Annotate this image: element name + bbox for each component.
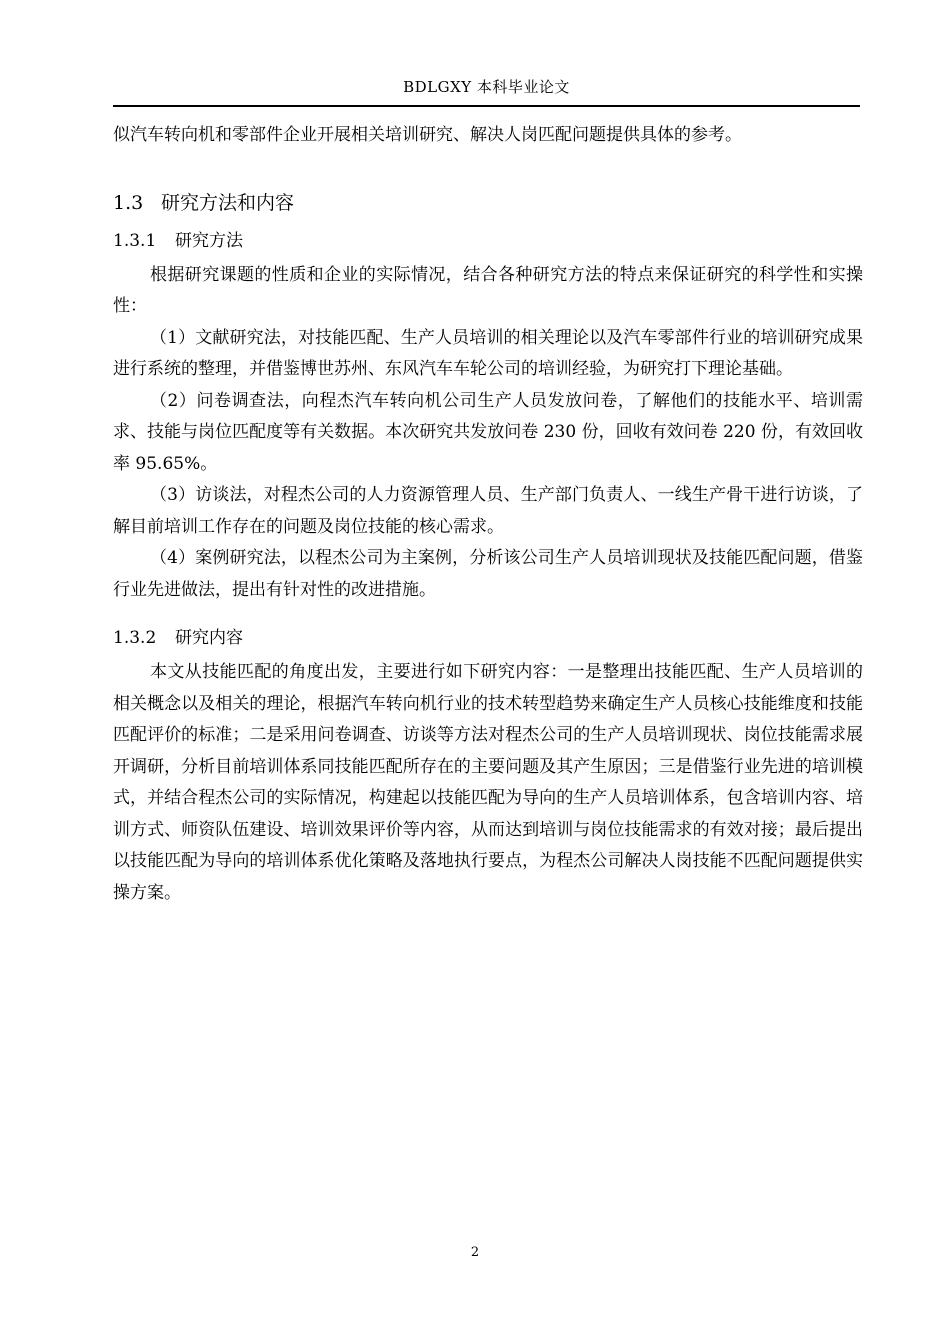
- method-item-literature: （1）文献研究法，对技能匹配、生产人员培训的相关理论以及汽车零部件行业的培训研究成果进行系统的整理，并借鉴博世苏州、东风汽车车轮公司的培训经验，为研究打下理论基础。: [113, 327, 863, 379]
- page-header: BDLGXY 本科毕业论文: [113, 76, 860, 107]
- subsection-heading-methods: [113, 226, 863, 256]
- method-item-case-study: （4）案例研究法，以程杰公司为主案例，分析该公司生产人员培训现状及技能匹配问题，借鉴行业先进做法，提出有针对性的改进措施。: [113, 548, 863, 600]
- page-body: [113, 120, 863, 909]
- section-title: 研究方法和内容: [161, 191, 295, 214]
- subsection-title: 研究方法: [175, 230, 243, 251]
- method-item-questionnaire: （2）问卷调查法，向程杰汽车转向机公司生产人员发放问卷，了解他们的技能水平、培训需求、技能与岗位匹配度等有关数据。本次研究共发放问卷 230 份，回收有效问卷 220 份，有效回收率 95.65%。: [113, 390, 863, 474]
- methods-intro-paragraph: 根据研究课题的性质和企业的实际情况，结合各种研究方法的特点来保证研究的科学性和实操性：: [113, 264, 863, 316]
- subsection-number: 1.3.2: [113, 628, 157, 648]
- continuation-paragraph: 似汽车转向机和零部件企业开展相关培训研究、解决人岗匹配问题提供具体的参考。: [113, 125, 742, 145]
- section-heading: [113, 188, 863, 218]
- subsection-heading-content: [113, 623, 863, 653]
- subsection-title: 研究内容: [175, 628, 243, 648]
- research-content-paragraph: 本文从技能匹配的角度出发，主要进行如下研究内容：一是整理出技能匹配、生产人员培训的相关概念以及相关的理论，根据汽车转向机行业的技术转型趋势来确定生产人员核心技能维度和技能匹配评价的标准；二是采用问卷调查、访谈等方法对程杰公司的生产人员培训现状、岗位技能需求展开调研，分析目前培训体系同技能匹配所存在的主要问题及其产生原因；三是借鉴行业先进的培训模式，并结合程杰公司的实际情况，构建起以技能匹配为导向的生产人员培训体系，包含培训内容、培训方式、师资队伍建设、培训效果评价等内容，从而达到培训与岗位技能需求的有效对接；最后提出以技能匹配为导向的培训体系优化策略及落地执行要点，为程杰公司解决人岗技能不匹配问题提供实操方案。: [113, 662, 863, 903]
- section-number: 1.3: [113, 191, 144, 214]
- subsection-number: 1.3.1: [113, 230, 157, 251]
- page-number: 2: [470, 1245, 480, 1260]
- method-item-interview: （3）访谈法，对程杰公司的人力资源管理人员、生产部门负责人、一线生产骨干进行访谈，了解目前培训工作存在的问题及岗位技能的核心需求。: [113, 485, 863, 537]
